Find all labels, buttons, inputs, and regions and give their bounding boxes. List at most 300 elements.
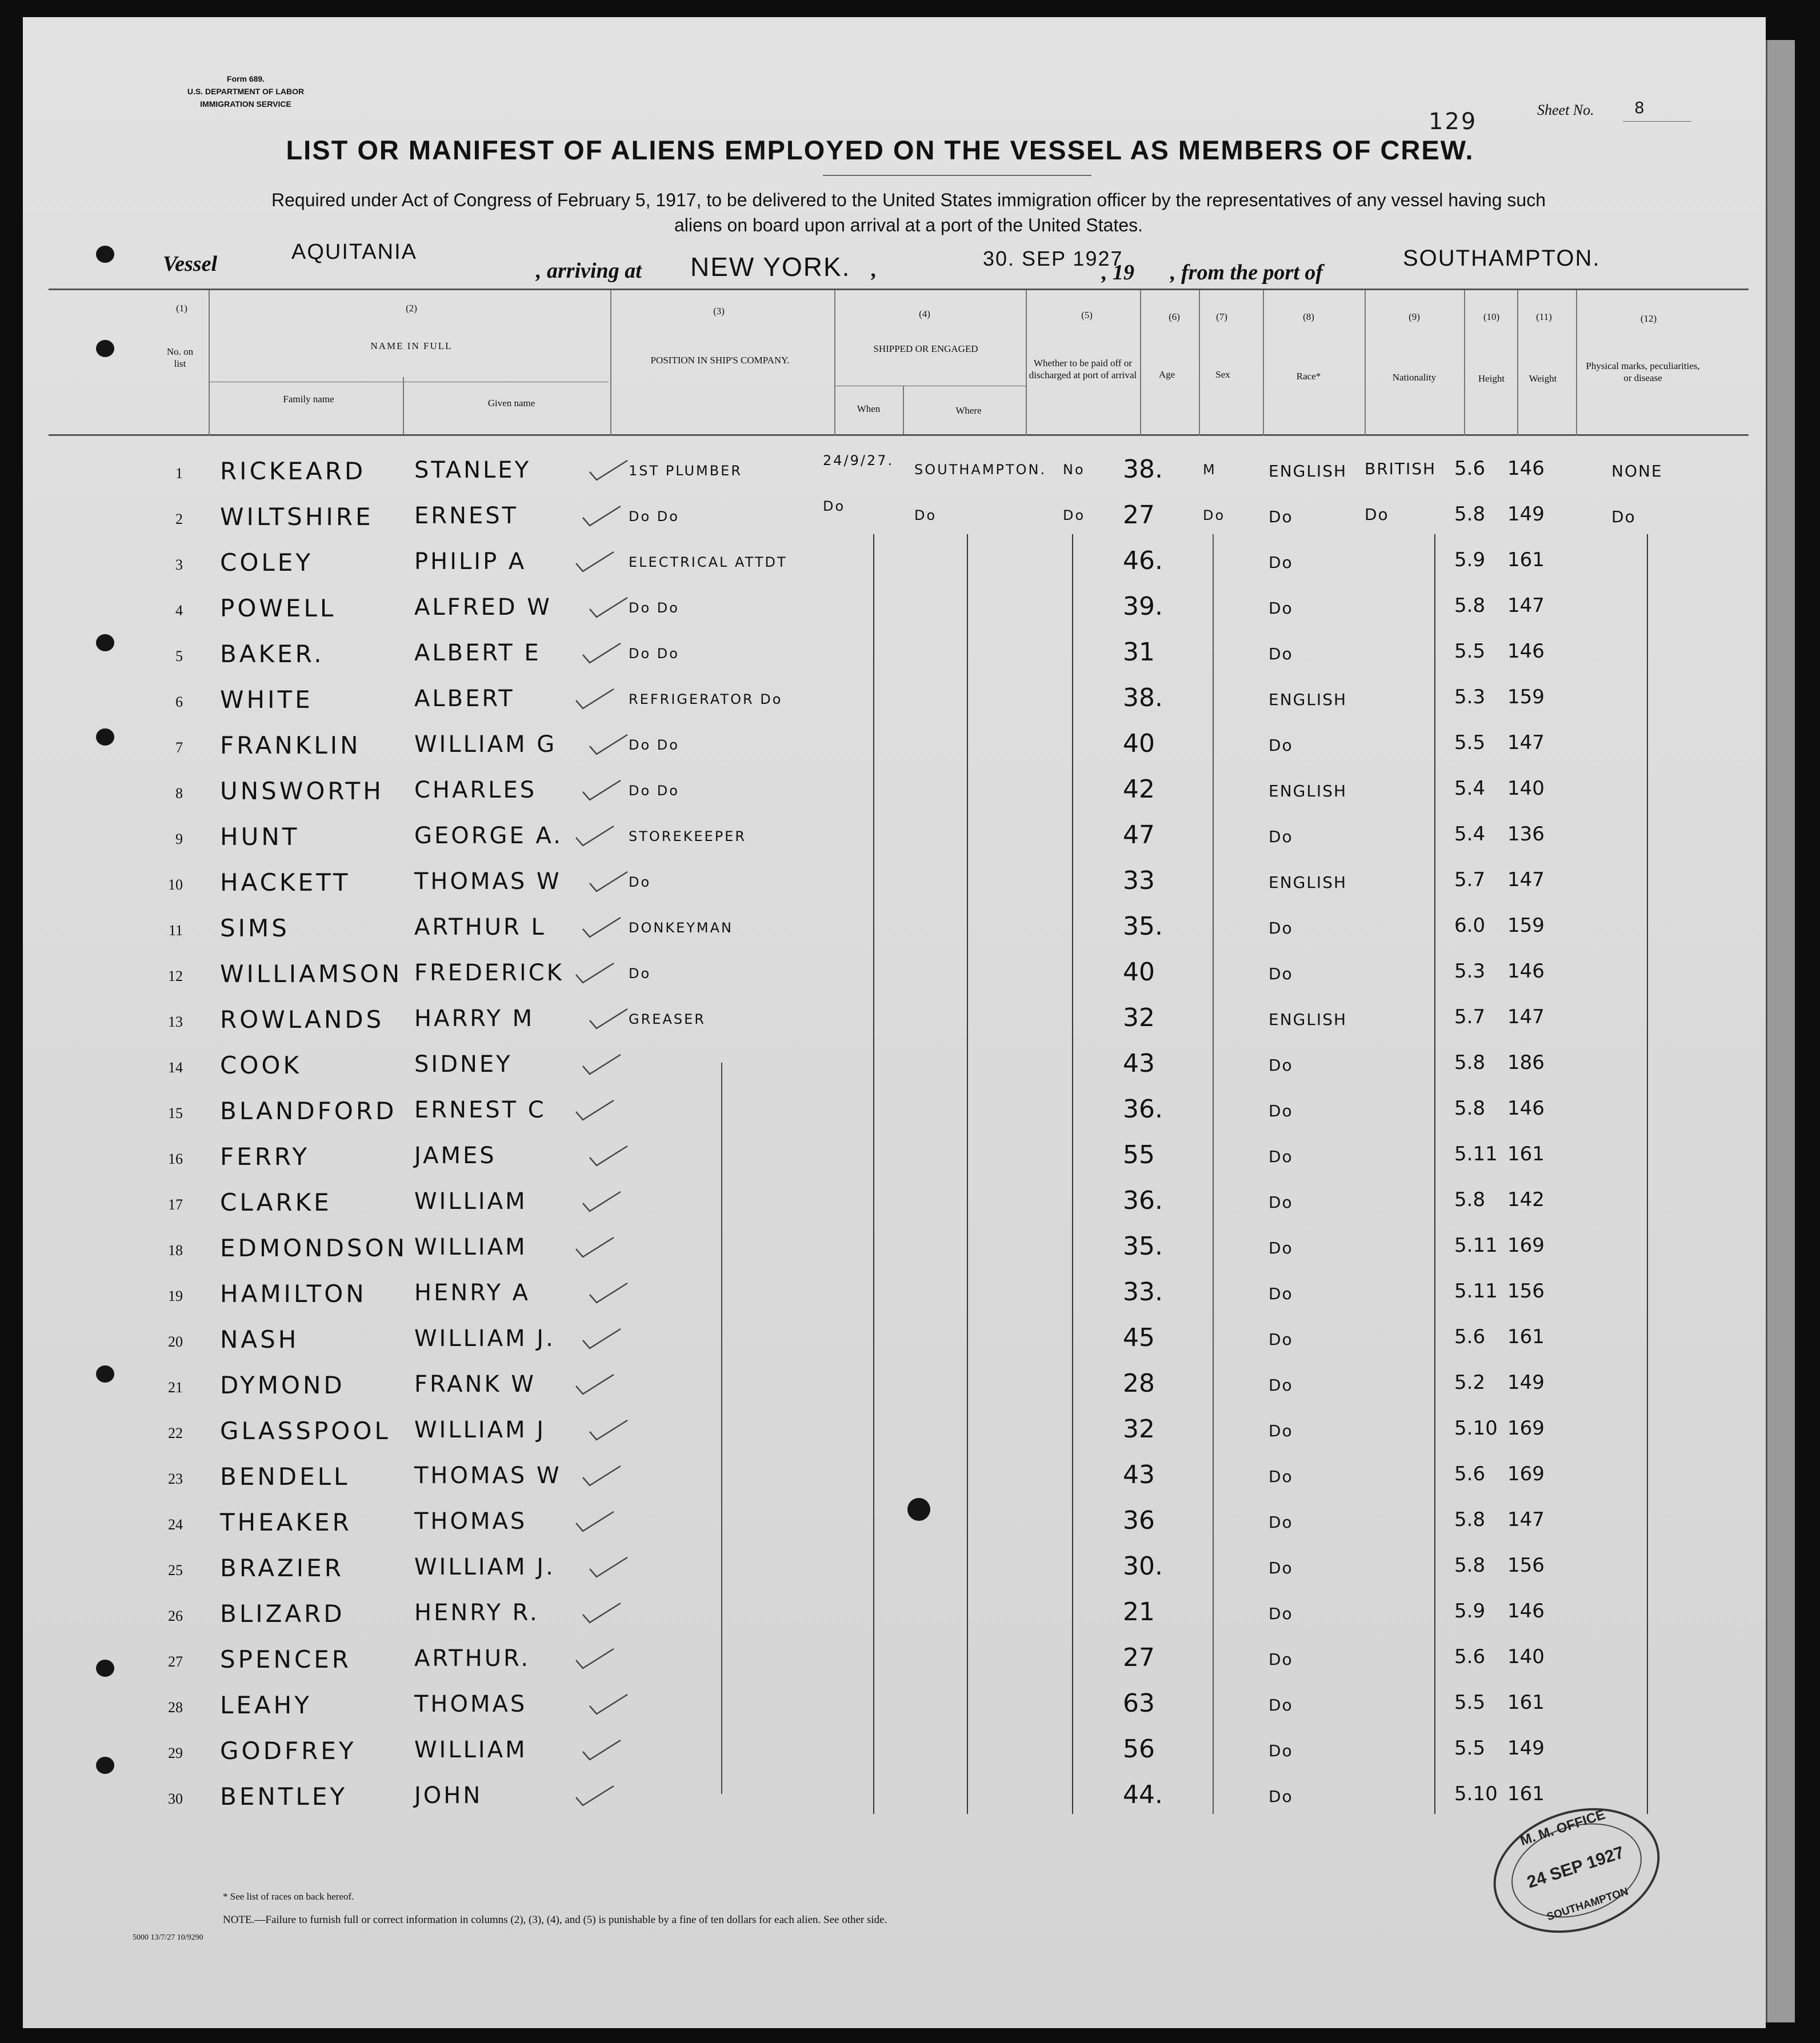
tick-mark-icon — [575, 1373, 615, 1396]
race: ENGLISH — [1269, 462, 1347, 480]
age: 33 — [1123, 866, 1155, 895]
family-name: RICKEARD — [220, 457, 366, 485]
family-name: WILLIAMSON — [220, 960, 403, 988]
header-bottom-rule — [49, 434, 1749, 436]
race: Do — [1269, 1741, 1293, 1760]
weight: 169 — [1507, 1417, 1545, 1440]
family-name: SPENCER — [220, 1645, 351, 1673]
binder-hole — [96, 634, 114, 651]
binder-hole — [96, 728, 114, 746]
given-name: THOMAS W — [414, 1463, 562, 1489]
given-name: THOMAS — [414, 1508, 527, 1535]
tick-mark-icon — [582, 505, 622, 528]
position: Do Do — [629, 646, 679, 662]
paid-off: Do — [1063, 507, 1086, 523]
family-name: FRANKLIN — [220, 731, 361, 759]
age: 33. — [1123, 1277, 1163, 1307]
race-note: * See list of races on back hereof. — [223, 1891, 354, 1902]
ditto-stroke — [1213, 534, 1214, 1814]
race: Do — [1269, 919, 1293, 938]
age: 30. — [1123, 1552, 1163, 1581]
family-name: WILTSHIRE — [220, 503, 374, 531]
col-divider — [1365, 290, 1366, 436]
row-number: 2 — [175, 511, 183, 527]
sheet-number: 8 — [1634, 98, 1646, 117]
family-name: SIMS — [220, 914, 290, 942]
race: Do — [1269, 1147, 1293, 1166]
from-port-label: , from the port of — [1170, 261, 1323, 285]
tick-mark-icon — [589, 1693, 629, 1716]
height: 5.3 — [1454, 960, 1486, 983]
height: 5.8 — [1454, 1097, 1486, 1120]
tick-mark-icon — [575, 1099, 615, 1122]
row-number: 23 — [168, 1471, 183, 1487]
age: 43 — [1123, 1460, 1155, 1489]
header-name-in-full: NAME IN FULL — [370, 340, 453, 351]
family-name: LEAHY — [220, 1691, 312, 1719]
tick-mark-icon — [575, 551, 615, 574]
given-name: THOMAS W — [414, 868, 562, 895]
header-sex: Sex — [1215, 369, 1230, 380]
age: 55 — [1123, 1140, 1155, 1169]
height: 5.9 — [1454, 1600, 1486, 1623]
height: 5.8 — [1454, 503, 1486, 526]
position: 1ST PLUMBER — [629, 463, 743, 479]
family-name: NASH — [220, 1325, 299, 1353]
binder-hole — [96, 340, 114, 357]
race: Do — [1269, 964, 1293, 983]
header-nationality: Nationality — [1392, 372, 1437, 383]
height: 5.8 — [1454, 1188, 1486, 1211]
binder-hole — [96, 1365, 114, 1383]
row-number: 22 — [168, 1425, 183, 1441]
arriving-comma: , — [871, 258, 877, 282]
weight: 147 — [1507, 1508, 1545, 1531]
age: 36. — [1123, 1186, 1163, 1215]
col-divider — [1576, 290, 1577, 436]
row-number: 14 — [168, 1059, 183, 1076]
given-name: THOMAS — [414, 1691, 527, 1717]
family-name: ROWLANDS — [220, 1006, 385, 1033]
position: REFRIGERATOR Do — [629, 691, 783, 707]
race: ENGLISH — [1269, 873, 1347, 892]
weight: 146 — [1507, 1600, 1545, 1623]
row-number: 7 — [175, 739, 183, 756]
service: IMMIGRATION SERVICE — [200, 99, 291, 109]
stamp-place: SOUTHAMPTON — [1545, 1885, 1630, 1924]
row-number: 12 — [168, 968, 183, 984]
header-position: POSITION IN SHIP'S COMPANY. — [650, 355, 790, 366]
given-name: GEORGE A. — [414, 823, 563, 849]
age: 32 — [1123, 1003, 1155, 1032]
col-divider — [834, 290, 835, 436]
height: 5.6 — [1454, 1463, 1486, 1485]
position: Do — [629, 874, 651, 890]
header-top-rule — [49, 289, 1749, 290]
given-name: WILLIAM — [414, 1188, 527, 1215]
given-name: HENRY R. — [414, 1600, 539, 1626]
height: 5.10 — [1454, 1782, 1498, 1805]
header-where: Where — [955, 405, 982, 416]
given-name: HARRY M — [414, 1006, 535, 1032]
weight: 140 — [1507, 777, 1545, 800]
row-number: 25 — [168, 1562, 183, 1579]
row-number: 18 — [168, 1242, 183, 1259]
weight: 147 — [1507, 731, 1545, 754]
colnum-1: (1) — [176, 303, 187, 314]
row-number: 1 — [175, 465, 183, 482]
tick-mark-icon — [575, 825, 615, 848]
age: 40 — [1123, 958, 1155, 987]
ditto-stroke — [967, 534, 968, 1814]
age: 35. — [1123, 1232, 1163, 1261]
race: Do — [1269, 827, 1293, 846]
row-number: 20 — [168, 1333, 183, 1350]
position: DONKEYMAN — [629, 920, 733, 936]
page-number: 129 — [1429, 109, 1478, 135]
height: 5.5 — [1454, 1691, 1486, 1714]
position: Do Do — [629, 737, 679, 753]
weight: 159 — [1507, 914, 1545, 937]
col-divider — [1263, 290, 1264, 436]
given-name: WILLIAM — [414, 1737, 527, 1763]
row-number: 24 — [168, 1516, 183, 1533]
race: Do — [1269, 644, 1293, 663]
family-name: HACKETT — [220, 868, 351, 896]
given-name: ERNEST C — [414, 1097, 546, 1123]
family-name: BRAZIER — [220, 1554, 344, 1582]
age: 38. — [1123, 455, 1163, 484]
family-name: BENTLEY — [220, 1782, 348, 1810]
given-name: ARTHUR. — [414, 1645, 531, 1672]
given-name: JOHN — [414, 1782, 483, 1809]
family-name: BENDELL — [220, 1463, 350, 1491]
row-number: 4 — [175, 602, 183, 619]
family-name: POWELL — [220, 594, 337, 622]
race: Do — [1269, 1650, 1293, 1669]
position: Do Do — [629, 600, 679, 616]
weight: 186 — [1507, 1051, 1545, 1074]
race: Do — [1269, 553, 1293, 572]
header-physical: Physical marks, peculiarities, or disease — [1586, 360, 1700, 383]
header-when: When — [857, 403, 881, 414]
weight: 146 — [1507, 1097, 1545, 1120]
position: GREASER — [629, 1011, 706, 1027]
height: 5.4 — [1454, 777, 1486, 800]
height: 5.5 — [1454, 1737, 1486, 1760]
height: 5.4 — [1454, 823, 1486, 846]
given-name: ERNEST — [414, 503, 519, 529]
header-age: Age — [1158, 369, 1175, 380]
header-given-name: Given name — [487, 398, 535, 408]
height: 5.7 — [1454, 1006, 1486, 1028]
tick-mark-icon — [589, 1556, 629, 1579]
age: 38. — [1123, 683, 1163, 712]
age: 56 — [1123, 1734, 1155, 1764]
title-rule — [823, 175, 1091, 176]
given-name: FRANK W — [414, 1371, 536, 1397]
age: 36 — [1123, 1506, 1155, 1535]
tick-mark-icon — [582, 1465, 622, 1488]
colnum-11: (11) — [1536, 311, 1552, 322]
arriving-port: NEW YORK. — [690, 252, 851, 282]
colnum-4: (4) — [919, 309, 930, 319]
col-divider — [403, 377, 404, 434]
weight: 146 — [1507, 960, 1545, 983]
height: 5.11 — [1454, 1280, 1498, 1303]
age: 47 — [1123, 820, 1155, 850]
race: Do — [1269, 1604, 1293, 1623]
height: 5.8 — [1454, 1554, 1486, 1577]
row-number: 21 — [168, 1379, 183, 1396]
tick-mark-icon — [575, 688, 615, 711]
height: 5.5 — [1454, 731, 1486, 754]
nationality: BRITISH — [1365, 459, 1437, 478]
family-name: GODFREY — [220, 1737, 357, 1765]
given-name: WILLIAM G — [414, 731, 557, 758]
race: Do — [1269, 1056, 1293, 1075]
race: ENGLISH — [1269, 690, 1347, 709]
footer-note: NOTE.—Failure to furnish full or correct information in columns (2), (3), (4), and (5) is punishable by a fine of ten dollars for each alien. See other side. — [223, 1914, 887, 1926]
height: 5.8 — [1454, 1051, 1486, 1074]
punch-hole — [907, 1498, 930, 1521]
height: 5.8 — [1454, 594, 1486, 617]
binder-hole — [96, 246, 114, 263]
family-name: GLASSPOOL — [220, 1417, 391, 1445]
age: 36. — [1123, 1095, 1163, 1124]
position: Do Do — [629, 783, 679, 799]
row-number: 30 — [168, 1790, 183, 1807]
weight: 156 — [1507, 1280, 1545, 1303]
row-number: 8 — [175, 785, 183, 802]
tick-mark-icon — [582, 1328, 622, 1351]
stamp-office: M. M. OFFICE — [1518, 1806, 1607, 1849]
shipped-when: 24/9/27. — [823, 452, 894, 468]
row-number: 15 — [168, 1105, 183, 1121]
weight: 161 — [1507, 1691, 1545, 1714]
race: Do — [1269, 1421, 1293, 1440]
height: 5.2 — [1454, 1371, 1486, 1394]
row-number: 3 — [175, 556, 183, 573]
vessel-label: Vessel — [163, 252, 217, 276]
given-name: JAMES — [414, 1143, 497, 1169]
ditto-stroke — [1072, 534, 1073, 1814]
tick-mark-icon — [575, 962, 615, 985]
subtitle-line-1: Required under Act of Congress of February 5, 1917, to be delivered to the United States immigration officer by the representatives of any vessel having such — [271, 190, 1546, 210]
family-name: UNSWORTH — [220, 777, 384, 805]
binder-hole — [96, 1660, 114, 1677]
given-name: WILLIAM J. — [414, 1554, 555, 1580]
weight: 169 — [1507, 1234, 1545, 1257]
tick-mark-icon — [575, 1785, 615, 1808]
colnum-3: (3) — [713, 306, 725, 317]
weight: 149 — [1507, 1737, 1545, 1760]
header-no-on-list: No. on list — [166, 346, 194, 369]
given-name: WILLIAM — [414, 1234, 527, 1260]
given-name: CHARLES — [414, 777, 537, 803]
family-name: BLANDFORD — [220, 1097, 397, 1125]
age: 44. — [1123, 1780, 1163, 1809]
shipped-where: Do — [914, 507, 937, 523]
shipped-where: SOUTHAMPTON. — [914, 462, 1047, 478]
header-height: Height — [1478, 373, 1505, 384]
print-code: 5000 13/7/27 10/9290 — [133, 1933, 203, 1942]
form-number: Form 689. — [226, 74, 265, 83]
race: Do — [1269, 1513, 1293, 1532]
height: 5.9 — [1454, 548, 1486, 571]
arrival-date: 30. SEP 1927 — [983, 247, 1123, 270]
ditto-stroke — [873, 534, 874, 1814]
height: 5.6 — [1454, 1645, 1486, 1668]
age: 35. — [1123, 912, 1163, 941]
shipped-when: Do — [823, 498, 846, 514]
given-name: SIDNEY — [414, 1051, 513, 1077]
race: Do — [1269, 1101, 1293, 1120]
height: 5.7 — [1454, 868, 1486, 891]
sex: Do — [1203, 507, 1226, 523]
sheet-label: Sheet No. — [1537, 102, 1594, 118]
height: 5.5 — [1454, 640, 1486, 663]
family-name: COLEY — [220, 548, 313, 576]
row-number: 16 — [168, 1151, 183, 1167]
age: 40 — [1123, 729, 1155, 758]
race: Do — [1269, 1376, 1293, 1395]
sheet-underline — [1623, 121, 1691, 122]
age: 42 — [1123, 775, 1155, 804]
department: U.S. DEPARTMENT OF LABOR — [187, 87, 305, 96]
colnum-5: (5) — [1081, 310, 1093, 321]
header-shipped: SHIPPED OR ENGAGED — [873, 343, 978, 354]
tick-mark-icon — [589, 459, 629, 482]
race: Do — [1269, 1696, 1293, 1714]
colnum-10: (10) — [1483, 311, 1500, 322]
nationality: Do — [1365, 505, 1389, 524]
age: 31 — [1123, 638, 1155, 667]
race: Do — [1269, 599, 1293, 618]
race: Do — [1269, 1284, 1293, 1303]
height: 5.10 — [1454, 1417, 1498, 1440]
colnum-9: (9) — [1409, 311, 1420, 322]
tick-mark-icon — [575, 1236, 615, 1259]
header-weight: Weight — [1529, 373, 1557, 384]
page-edge — [1766, 40, 1795, 2022]
header-race: Race* — [1296, 371, 1321, 382]
row-number: 27 — [168, 1653, 183, 1670]
physical-marks: NONE — [1611, 462, 1663, 480]
weight: 149 — [1507, 503, 1545, 526]
tick-mark-icon — [582, 916, 622, 939]
age: 39. — [1123, 592, 1163, 621]
colnum-8: (8) — [1303, 311, 1314, 322]
family-name: WHITE — [220, 686, 313, 714]
tick-mark-icon — [575, 1648, 615, 1671]
colnum-2: (2) — [406, 303, 417, 314]
age: 43 — [1123, 1049, 1155, 1078]
family-name: EDMONDSON — [220, 1234, 408, 1262]
tick-mark-icon — [589, 1282, 629, 1305]
age: 32 — [1123, 1415, 1155, 1444]
tick-mark-icon — [589, 1419, 629, 1442]
col-divider — [1517, 290, 1518, 436]
height: 5.8 — [1454, 1508, 1486, 1531]
weight: 136 — [1507, 823, 1545, 846]
height: 5.11 — [1454, 1143, 1498, 1165]
given-name: FREDERICK — [414, 960, 564, 986]
given-name: HENRY A — [414, 1280, 531, 1306]
ditto-stroke — [1647, 534, 1648, 1814]
race: Do — [1269, 736, 1293, 755]
weight: 169 — [1507, 1463, 1545, 1485]
page-subtitle — [80, 187, 1737, 238]
given-name: WILLIAM J — [414, 1417, 546, 1443]
race: Do — [1269, 1330, 1293, 1349]
vessel-name: AQUITANIA — [291, 240, 417, 264]
given-name: PHILIP A — [414, 548, 527, 575]
family-name: CLARKE — [220, 1188, 332, 1216]
row-number: 17 — [168, 1196, 183, 1213]
ditto-stroke — [721, 1063, 722, 1794]
given-name: ALBERT — [414, 686, 515, 712]
age: 46. — [1123, 546, 1163, 575]
race: Do — [1269, 507, 1293, 526]
age: 28 — [1123, 1369, 1155, 1398]
col-divider — [1199, 290, 1200, 436]
family-name: HAMILTON — [220, 1280, 367, 1308]
weight: 161 — [1507, 1143, 1545, 1165]
given-name: STANLEY — [414, 457, 531, 483]
weight: 147 — [1507, 1006, 1545, 1028]
height: 5.11 — [1454, 1234, 1498, 1257]
weight: 147 — [1507, 868, 1545, 891]
stamp-date: 24 SEP 1927 — [1525, 1842, 1627, 1892]
tick-mark-icon — [582, 642, 622, 665]
row-number: 11 — [168, 922, 183, 939]
row-number: 29 — [168, 1745, 183, 1761]
race: Do — [1269, 1559, 1293, 1577]
race: Do — [1269, 1787, 1293, 1806]
height: 5.6 — [1454, 457, 1486, 480]
race: Do — [1269, 1193, 1293, 1212]
weight: 146 — [1507, 640, 1545, 663]
row-number: 19 — [168, 1288, 183, 1304]
position: STOREKEEPER — [629, 828, 747, 844]
family-name: COOK — [220, 1051, 302, 1079]
col-divider — [1464, 290, 1465, 436]
race: ENGLISH — [1269, 782, 1347, 800]
weight: 156 — [1507, 1554, 1545, 1577]
row-number: 28 — [168, 1699, 183, 1716]
position: Do Do — [629, 508, 679, 524]
ditto-stroke — [1434, 534, 1435, 1814]
weight: 147 — [1507, 594, 1545, 617]
row-number: 10 — [168, 876, 183, 893]
tick-mark-icon — [589, 1145, 629, 1168]
height: 5.3 — [1454, 686, 1486, 708]
col-divider — [903, 386, 904, 434]
tick-mark-icon — [589, 734, 629, 756]
col-divider — [209, 290, 210, 436]
colnum-7: (7) — [1216, 311, 1227, 322]
family-name: BLIZARD — [220, 1600, 345, 1628]
weight: 140 — [1507, 1645, 1545, 1668]
col-divider — [1140, 290, 1141, 436]
row-number: 6 — [175, 694, 183, 710]
weight: 146 — [1507, 457, 1545, 480]
position: Do — [629, 966, 651, 982]
subtitle-line-2: aliens on board upon arrival at a port of the United States. — [674, 215, 1143, 235]
tick-mark-icon — [582, 1739, 622, 1762]
family-name: HUNT — [220, 823, 300, 851]
